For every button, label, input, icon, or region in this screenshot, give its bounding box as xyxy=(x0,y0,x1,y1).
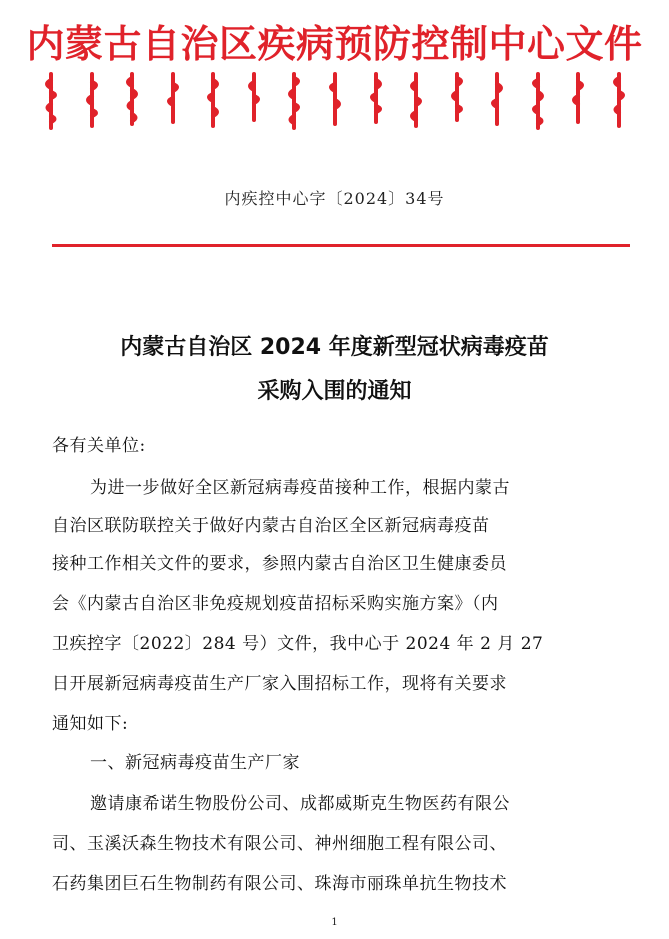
agency-masthead-title: 内蒙古自治区疾病预防控制中心文件 xyxy=(26,21,643,66)
body-line: 通知如下: xyxy=(52,714,129,734)
mongolian-script-icon xyxy=(202,72,224,130)
body-line: 为进一步做好全区新冠病毒疫苗接种工作，根据内蒙古 xyxy=(90,478,510,498)
mongolian-script-icon xyxy=(446,72,468,130)
mongolian-script-icon xyxy=(608,72,630,130)
salutation: 各有关单位: xyxy=(52,436,146,456)
body-line: 邀请康希诺生物股份公司、成都威斯克生物医药有限公 xyxy=(90,794,510,814)
body-line: 石药集团巨石生物制药有限公司、珠海市丽珠单抗生物技术 xyxy=(52,874,507,894)
mongolian-script-icon xyxy=(567,72,589,130)
body-line: 日开展新冠病毒疫苗生产厂家入围招标工作，现将有关要求 xyxy=(52,674,507,694)
mongolian-script-line xyxy=(40,72,630,130)
page-number: 1 xyxy=(331,917,338,928)
red-divider-line xyxy=(52,244,630,247)
document-title-line-1: 内蒙古自治区 2024 年度新型冠状病毒疫苗 xyxy=(120,335,549,360)
mongolian-script-icon xyxy=(40,72,62,130)
section-heading: 一、新冠病毒疫苗生产厂家 xyxy=(90,753,300,773)
document-number: 内疾控中心字〔2024〕34号 xyxy=(224,189,445,208)
body-line: 卫疾控字〔2022〕284 号）文件，我中心于 2024 年 2 月 27 xyxy=(52,634,544,654)
document-title-line-2: 采购入围的通知 xyxy=(257,379,412,404)
mongolian-script-icon xyxy=(486,72,508,130)
mongolian-script-icon xyxy=(365,72,387,130)
body-line: 自治区联防联控关于做好内蒙古自治区全区新冠病毒疫苗 xyxy=(52,516,490,536)
mongolian-script-icon xyxy=(162,72,184,130)
mongolian-script-icon xyxy=(243,72,265,130)
mongolian-script-icon xyxy=(405,72,427,130)
mongolian-script-icon xyxy=(527,72,549,130)
mongolian-script-icon xyxy=(121,72,143,130)
body-line: 会《内蒙古自治区非免疫规划疫苗招标采购实施方案》（内 xyxy=(52,594,499,614)
mongolian-script-icon xyxy=(81,72,103,130)
mongolian-script-icon xyxy=(324,72,346,130)
body-line: 接种工作相关文件的要求，参照内蒙古自治区卫生健康委员 xyxy=(52,554,507,574)
body-line: 司、玉溪沃森生物技术有限公司、神州细胞工程有限公司、 xyxy=(52,834,507,854)
mongolian-script-icon xyxy=(283,72,305,130)
